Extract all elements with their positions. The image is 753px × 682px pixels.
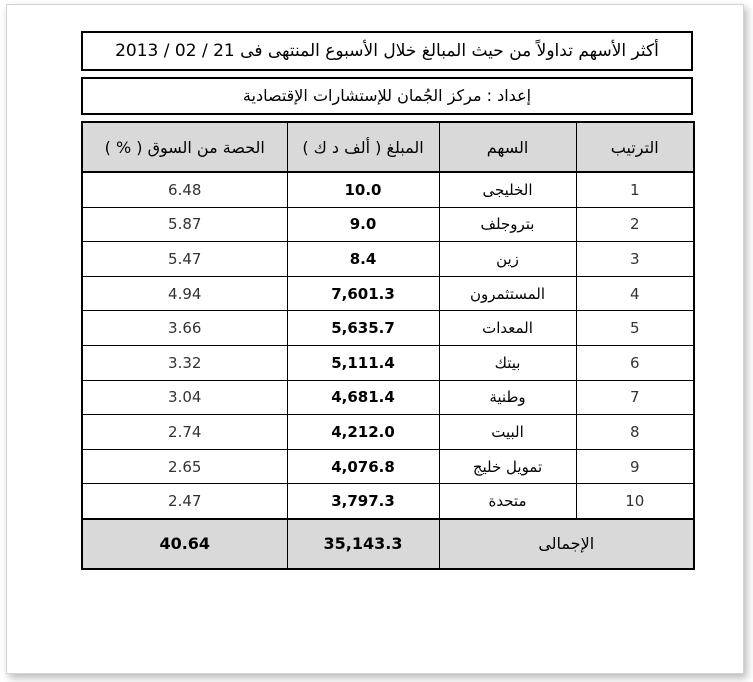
cell-rank: 4 [576,276,694,311]
table-row [82,345,694,380]
cell-rank: 9 [576,449,694,484]
total-share: 40.64 [82,519,287,569]
cell-share: 3.66 [82,311,287,346]
cell-share: 6.48 [82,172,287,207]
table-row [82,172,694,207]
cell-amount: 4,681.4 [287,380,439,415]
header-stock: السهم [439,122,576,172]
cell-amount: 9.0 [287,207,439,242]
cell-rank: 6 [576,345,694,380]
cell-share: 3.04 [82,380,287,415]
cell-amount: 10.0 [287,172,439,207]
table-row [82,415,694,450]
cell-share: 5.87 [82,207,287,242]
cell-amount: 4,076.8 [287,449,439,484]
cell-amount: 5,635.7 [287,311,439,346]
cell-stock: متحدة [439,484,576,519]
cell-stock: تمويل خليج [439,449,576,484]
table-row [82,242,694,277]
cell-amount: 7,601.3 [287,276,439,311]
cell-rank: 7 [576,380,694,415]
cell-amount: 3,797.3 [287,484,439,519]
table-row [82,207,694,242]
table-header-row [82,122,694,172]
prepared-by-text: إعداد : مركز الجُمان للإستشارات الإقتصادية [242,86,532,105]
total-amount: 35,143.3 [287,519,439,569]
cell-stock: الخليجى [439,172,576,207]
cell-amount: 8.4 [287,242,439,277]
report-title: أكثر الأسهم تداولاً من حيث المبالغ خلال الأسبوع المنتهى فى 21 / 02 / 2013 [115,41,659,61]
report-title-box [81,31,693,71]
table-row [82,311,694,346]
document-page [6,4,744,674]
cell-rank: 3 [576,242,694,277]
table-row [82,449,694,484]
header-share: الحصة من السوق ( % ) [82,122,287,172]
cell-stock: بيتك [439,345,576,380]
header-rank: الترتيب [576,122,694,172]
cell-stock: وطنية [439,380,576,415]
total-row [82,519,694,569]
cell-stock: زين [439,242,576,277]
cell-share: 3.32 [82,345,287,380]
cell-rank: 2 [576,207,694,242]
table-row [82,380,694,415]
cell-stock: البيت [439,415,576,450]
cell-amount: 4,212.0 [287,415,439,450]
cell-share: 2.47 [82,484,287,519]
total-label: الإجمالى [439,519,694,569]
cell-share: 2.65 [82,449,287,484]
cell-stock: بتروجلف [439,207,576,242]
cell-rank: 1 [576,172,694,207]
header-amount: المبلغ ( ألف د ك ) [287,122,439,172]
cell-amount: 5,111.4 [287,345,439,380]
cell-rank: 8 [576,415,694,450]
cell-share: 5.47 [82,242,287,277]
cell-stock: المعدات [439,311,576,346]
cell-share: 2.74 [82,415,287,450]
cell-rank: 5 [576,311,694,346]
cell-stock: المستثمرون [439,276,576,311]
table-row [82,276,694,311]
table-row [82,484,694,519]
top-stocks-table [81,121,695,570]
prepared-by-box [81,77,693,115]
cell-rank: 10 [576,484,694,519]
cell-share: 4.94 [82,276,287,311]
